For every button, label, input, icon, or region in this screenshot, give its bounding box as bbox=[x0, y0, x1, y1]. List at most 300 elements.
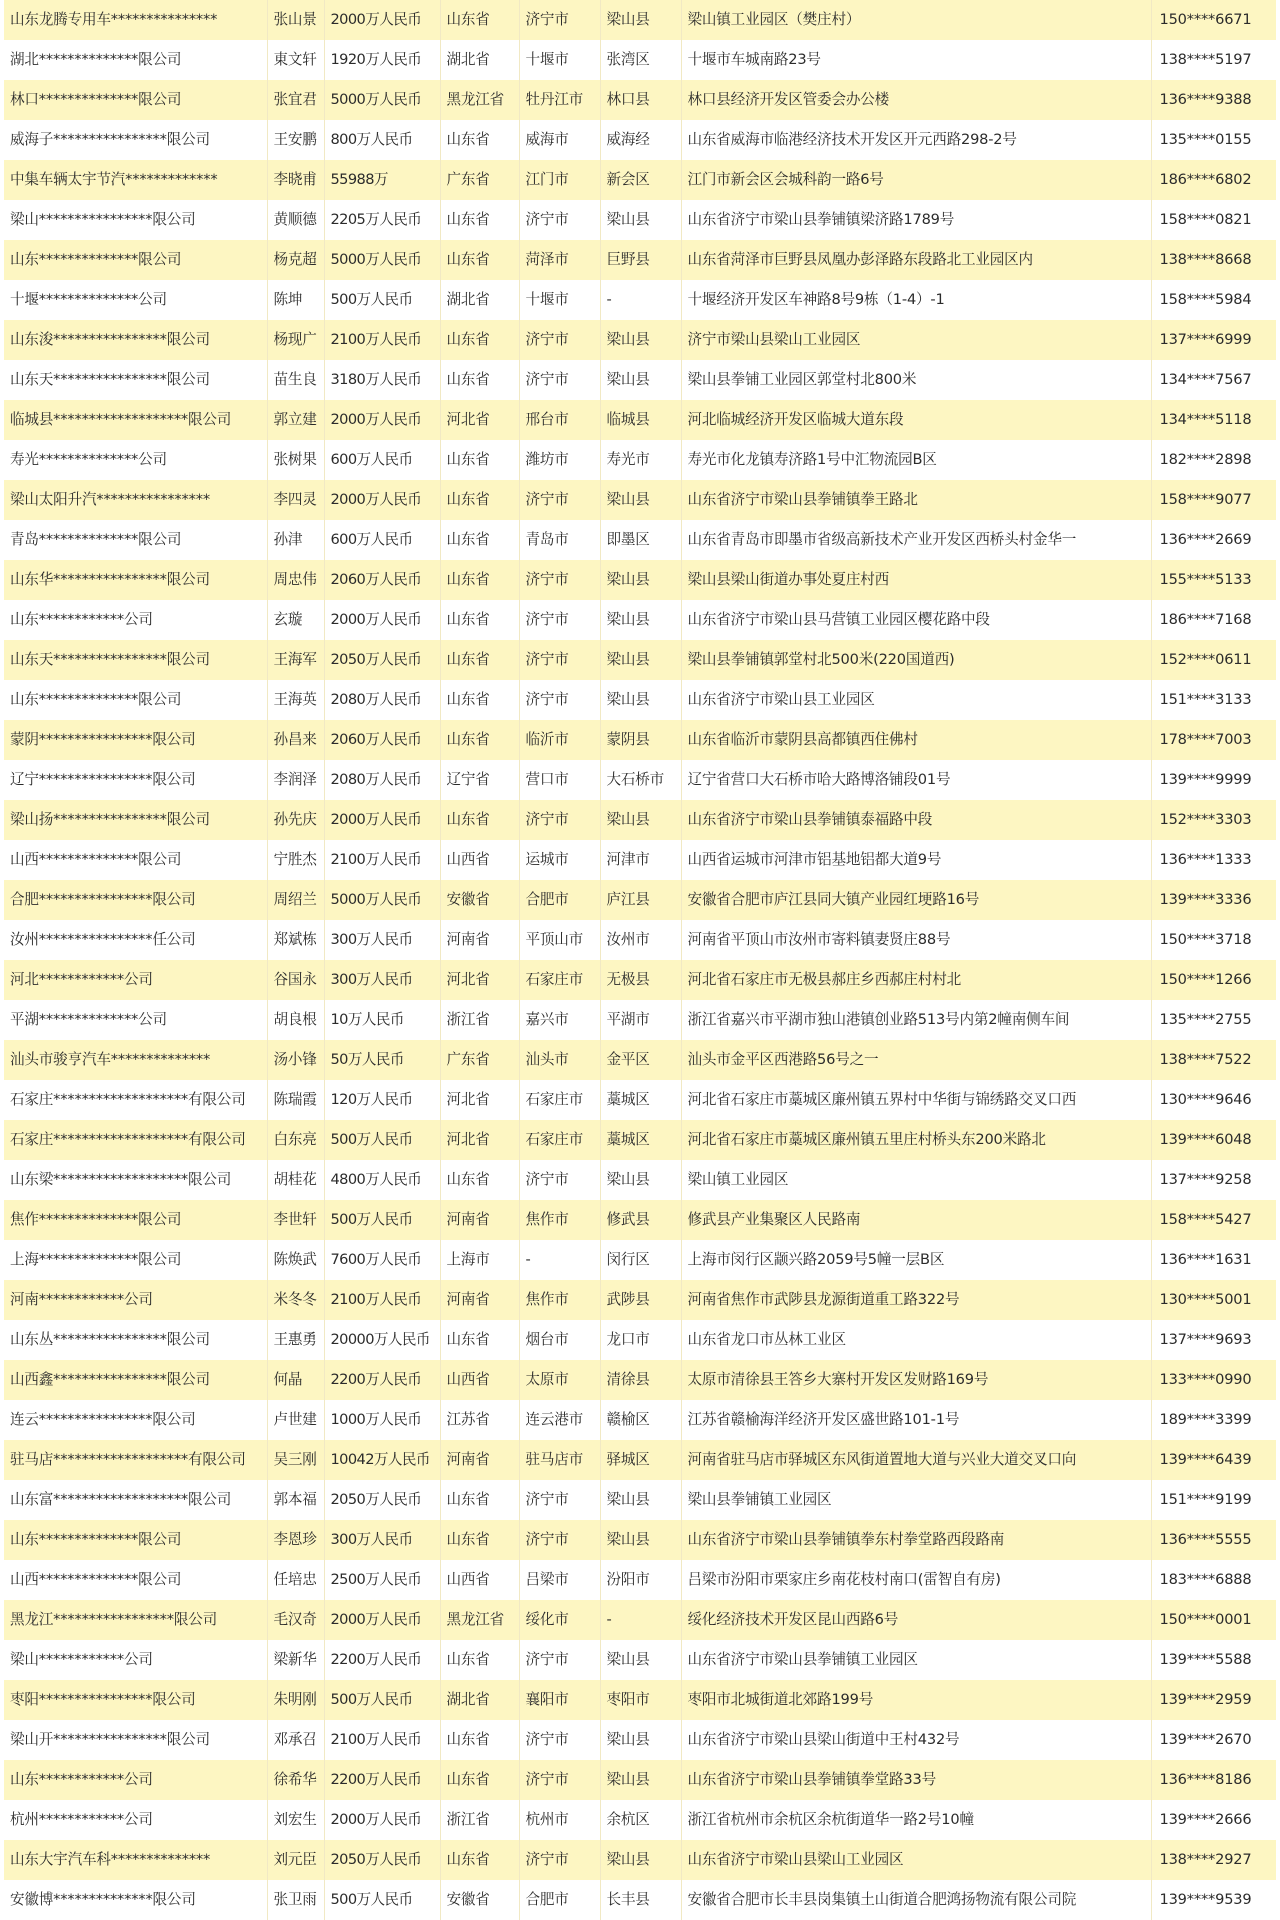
province-cell: 黑龙江省 bbox=[440, 80, 519, 120]
city-cell: 济宁市 bbox=[519, 320, 600, 360]
address-cell: 河南省驻马店市驿城区东风街道置地大道与兴业大道交叉口向 bbox=[681, 1440, 1151, 1480]
table-row bbox=[4, 1400, 1276, 1440]
registered-capital-cell: 500万人民币 bbox=[324, 1880, 440, 1920]
city-cell: 济宁市 bbox=[519, 640, 600, 680]
phone-cell: 158****5984 bbox=[1151, 280, 1276, 320]
table-row bbox=[4, 1640, 1276, 1680]
province-cell: 河南省 bbox=[440, 1440, 519, 1480]
city-cell: 菏泽市 bbox=[519, 240, 600, 280]
registered-capital-cell: 2100万人民币 bbox=[324, 1280, 440, 1320]
city-cell: 十堰市 bbox=[519, 280, 600, 320]
address-cell: 山东省青岛市即墨市省级高新技术产业开发区西桥头村金华一 bbox=[681, 520, 1151, 560]
company-name-cell: 山西鑫****************限公司 bbox=[4, 1360, 267, 1400]
district-cell: 临城县 bbox=[600, 400, 681, 440]
district-cell: 梁山县 bbox=[600, 360, 681, 400]
company-name-cell: 山东天****************限公司 bbox=[4, 640, 267, 680]
company-name-cell: 湖北**************限公司 bbox=[4, 40, 267, 80]
address-cell: 山东省济宁市梁山县拳铺镇梁济路1789号 bbox=[681, 200, 1151, 240]
registered-capital-cell: 2100万人民币 bbox=[324, 840, 440, 880]
address-cell: 安徽省合肥市庐江县同大镇产业园红埂路16号 bbox=[681, 880, 1151, 920]
district-cell: 梁山县 bbox=[600, 0, 681, 40]
table-row bbox=[4, 880, 1276, 920]
district-cell: 梁山县 bbox=[600, 320, 681, 360]
address-cell: 山东省临沂市蒙阴县高都镇西住佛村 bbox=[681, 720, 1151, 760]
district-cell: 梁山县 bbox=[600, 1520, 681, 1560]
phone-cell: 183****6888 bbox=[1151, 1560, 1276, 1600]
address-cell: 梁山镇工业园区（樊庄村） bbox=[681, 0, 1151, 40]
table-row bbox=[4, 1680, 1276, 1720]
legal-person-cell: 谷国永 bbox=[267, 960, 324, 1000]
table-row bbox=[4, 1080, 1276, 1120]
province-cell: 山西省 bbox=[440, 840, 519, 880]
registered-capital-cell: 2050万人民币 bbox=[324, 1840, 440, 1880]
phone-cell: 137****9693 bbox=[1151, 1320, 1276, 1360]
registered-capital-cell: 2000万人民币 bbox=[324, 1800, 440, 1840]
registered-capital-cell: 2100万人民币 bbox=[324, 1720, 440, 1760]
legal-person-cell: 杨克超 bbox=[267, 240, 324, 280]
province-cell: 山东省 bbox=[440, 1520, 519, 1560]
province-cell: 河北省 bbox=[440, 1120, 519, 1160]
district-cell: 梁山县 bbox=[600, 1720, 681, 1760]
city-cell: 济宁市 bbox=[519, 1160, 600, 1200]
company-name-cell: 驻马店*******************有限公司 bbox=[4, 1440, 267, 1480]
phone-cell: 139****6048 bbox=[1151, 1120, 1276, 1160]
phone-cell: 136****2669 bbox=[1151, 520, 1276, 560]
legal-person-cell: 汤小锋 bbox=[267, 1040, 324, 1080]
address-cell: 河北省石家庄市无极县郝庄乡西郝庄村村北 bbox=[681, 960, 1151, 1000]
legal-person-cell: 刘宏生 bbox=[267, 1800, 324, 1840]
table-row bbox=[4, 400, 1276, 440]
province-cell: 山东省 bbox=[440, 440, 519, 480]
province-cell: 河北省 bbox=[440, 960, 519, 1000]
province-cell: 河北省 bbox=[440, 400, 519, 440]
district-cell: 闵行区 bbox=[600, 1240, 681, 1280]
phone-cell: 151****9199 bbox=[1151, 1480, 1276, 1520]
province-cell: 黑龙江省 bbox=[440, 1600, 519, 1640]
phone-cell: 182****2898 bbox=[1151, 440, 1276, 480]
city-cell: 汕头市 bbox=[519, 1040, 600, 1080]
phone-cell: 151****3133 bbox=[1151, 680, 1276, 720]
province-cell: 浙江省 bbox=[440, 1800, 519, 1840]
phone-cell: 150****6671 bbox=[1151, 0, 1276, 40]
address-cell: 江门市新会区会城科韵一路6号 bbox=[681, 160, 1151, 200]
table-row bbox=[4, 640, 1276, 680]
city-cell: 驻马店市 bbox=[519, 1440, 600, 1480]
district-cell: 梁山县 bbox=[600, 1640, 681, 1680]
district-cell: 龙口市 bbox=[600, 1320, 681, 1360]
address-cell: 梁山县拳铺工业园区郭堂村北800米 bbox=[681, 360, 1151, 400]
registered-capital-cell: 2205万人民币 bbox=[324, 200, 440, 240]
address-cell: 林口县经济开发区管委会办公楼 bbox=[681, 80, 1151, 120]
province-cell: 山东省 bbox=[440, 1720, 519, 1760]
city-cell: 济宁市 bbox=[519, 200, 600, 240]
city-cell: 牡丹江市 bbox=[519, 80, 600, 120]
district-cell: - bbox=[600, 280, 681, 320]
registered-capital-cell: 300万人民币 bbox=[324, 920, 440, 960]
legal-person-cell: 卢世建 bbox=[267, 1400, 324, 1440]
registered-capital-cell: 500万人民币 bbox=[324, 1680, 440, 1720]
province-cell: 湖北省 bbox=[440, 1680, 519, 1720]
district-cell: 汝州市 bbox=[600, 920, 681, 960]
legal-person-cell: 黄顺德 bbox=[267, 200, 324, 240]
company-name-cell: 山东天****************限公司 bbox=[4, 360, 267, 400]
table-row bbox=[4, 280, 1276, 320]
phone-cell: 139****5588 bbox=[1151, 1640, 1276, 1680]
registered-capital-cell: 50万人民币 bbox=[324, 1040, 440, 1080]
table-row bbox=[4, 840, 1276, 880]
company-name-cell: 山东**************限公司 bbox=[4, 680, 267, 720]
phone-cell: 134****5118 bbox=[1151, 400, 1276, 440]
legal-person-cell: 张卫雨 bbox=[267, 1880, 324, 1920]
province-cell: 辽宁省 bbox=[440, 760, 519, 800]
table-row bbox=[4, 360, 1276, 400]
registered-capital-cell: 2000万人民币 bbox=[324, 1600, 440, 1640]
company-name-cell: 蒙阴****************限公司 bbox=[4, 720, 267, 760]
province-cell: 山东省 bbox=[440, 1480, 519, 1520]
province-cell: 山东省 bbox=[440, 0, 519, 40]
company-name-cell: 石家庄*******************有限公司 bbox=[4, 1080, 267, 1120]
legal-person-cell: 陈坤 bbox=[267, 280, 324, 320]
legal-person-cell: 李世轩 bbox=[267, 1200, 324, 1240]
legal-person-cell: 李恩珍 bbox=[267, 1520, 324, 1560]
table-row bbox=[4, 520, 1276, 560]
company-name-cell: 山西**************限公司 bbox=[4, 840, 267, 880]
phone-cell: 150****0001 bbox=[1151, 1600, 1276, 1640]
company-name-cell: 黑龙江*****************限公司 bbox=[4, 1600, 267, 1640]
table-row bbox=[4, 1280, 1276, 1320]
phone-cell: 130****5001 bbox=[1151, 1280, 1276, 1320]
district-cell: 张湾区 bbox=[600, 40, 681, 80]
legal-person-cell: 邓承召 bbox=[267, 1720, 324, 1760]
district-cell: 余杭区 bbox=[600, 1800, 681, 1840]
city-cell: 吕梁市 bbox=[519, 1560, 600, 1600]
company-name-cell: 连云****************限公司 bbox=[4, 1400, 267, 1440]
province-cell: 山东省 bbox=[440, 200, 519, 240]
province-cell: 山东省 bbox=[440, 480, 519, 520]
address-cell: 山东省威海市临港经济技术开发区开元西路298-2号 bbox=[681, 120, 1151, 160]
company-name-cell: 焦作**************限公司 bbox=[4, 1200, 267, 1240]
legal-person-cell: 王海军 bbox=[267, 640, 324, 680]
city-cell: 营口市 bbox=[519, 760, 600, 800]
table-row bbox=[4, 720, 1276, 760]
phone-cell: 135****0155 bbox=[1151, 120, 1276, 160]
phone-cell: 139****9539 bbox=[1151, 1880, 1276, 1920]
city-cell: 济宁市 bbox=[519, 1760, 600, 1800]
city-cell: 济宁市 bbox=[519, 1520, 600, 1560]
legal-person-cell: 何晶 bbox=[267, 1360, 324, 1400]
province-cell: 山东省 bbox=[440, 720, 519, 760]
city-cell: 运城市 bbox=[519, 840, 600, 880]
company-name-cell: 汕头市骏亨汽车************** bbox=[4, 1040, 267, 1080]
address-cell: 山东省济宁市梁山县马营镇工业园区樱花路中段 bbox=[681, 600, 1151, 640]
legal-person-cell: 张山景 bbox=[267, 0, 324, 40]
registered-capital-cell: 2000万人民币 bbox=[324, 400, 440, 440]
address-cell: 河南省平顶山市汝州市寄料镇妻贤庄88号 bbox=[681, 920, 1151, 960]
registered-capital-cell: 2050万人民币 bbox=[324, 1480, 440, 1520]
district-cell: 新会区 bbox=[600, 160, 681, 200]
province-cell: 安徽省 bbox=[440, 1880, 519, 1920]
company-name-cell: 寿光**************公司 bbox=[4, 440, 267, 480]
legal-person-cell: 王海英 bbox=[267, 680, 324, 720]
company-name-cell: 山东**************限公司 bbox=[4, 240, 267, 280]
address-cell: 梁山镇工业园区 bbox=[681, 1160, 1151, 1200]
district-cell: 藁城区 bbox=[600, 1080, 681, 1120]
table-row bbox=[4, 1160, 1276, 1200]
phone-cell: 186****6802 bbox=[1151, 160, 1276, 200]
table-row bbox=[4, 560, 1276, 600]
table-row bbox=[4, 440, 1276, 480]
phone-cell: 139****2670 bbox=[1151, 1720, 1276, 1760]
city-cell: 济宁市 bbox=[519, 600, 600, 640]
legal-person-cell: 周绍兰 bbox=[267, 880, 324, 920]
city-cell: 十堰市 bbox=[519, 40, 600, 80]
city-cell: 济宁市 bbox=[519, 800, 600, 840]
district-cell: 梁山县 bbox=[600, 800, 681, 840]
registered-capital-cell: 2000万人民币 bbox=[324, 600, 440, 640]
phone-cell: 136****8186 bbox=[1151, 1760, 1276, 1800]
city-cell: 绥化市 bbox=[519, 1600, 600, 1640]
registered-capital-cell: 7600万人民币 bbox=[324, 1240, 440, 1280]
registered-capital-cell: 2200万人民币 bbox=[324, 1760, 440, 1800]
registered-capital-cell: 300万人民币 bbox=[324, 960, 440, 1000]
address-cell: 江苏省赣榆海洋经济开发区盛世路101-1号 bbox=[681, 1400, 1151, 1440]
phone-cell: 158****5427 bbox=[1151, 1200, 1276, 1240]
district-cell: 梁山县 bbox=[600, 1840, 681, 1880]
registered-capital-cell: 500万人民币 bbox=[324, 1200, 440, 1240]
district-cell: 枣阳市 bbox=[600, 1680, 681, 1720]
company-name-cell: 杭州************公司 bbox=[4, 1800, 267, 1840]
province-cell: 河南省 bbox=[440, 1280, 519, 1320]
province-cell: 山东省 bbox=[440, 800, 519, 840]
province-cell: 山东省 bbox=[440, 1320, 519, 1360]
address-cell: 太原市清徐县王答乡大寨村开发区发财路169号 bbox=[681, 1360, 1151, 1400]
city-cell: 焦作市 bbox=[519, 1280, 600, 1320]
company-name-cell: 十堰**************公司 bbox=[4, 280, 267, 320]
district-cell: 藁城区 bbox=[600, 1120, 681, 1160]
legal-person-cell: 米冬冬 bbox=[267, 1280, 324, 1320]
province-cell: 山东省 bbox=[440, 520, 519, 560]
table-row bbox=[4, 1520, 1276, 1560]
city-cell: 太原市 bbox=[519, 1360, 600, 1400]
district-cell: 武陟县 bbox=[600, 1280, 681, 1320]
phone-cell: 135****2755 bbox=[1151, 1000, 1276, 1040]
phone-cell: 136****1631 bbox=[1151, 1240, 1276, 1280]
address-cell: 辽宁省营口大石桥市哈大路博洛铺段01号 bbox=[681, 760, 1151, 800]
district-cell: 梁山县 bbox=[600, 480, 681, 520]
registered-capital-cell: 600万人民币 bbox=[324, 440, 440, 480]
city-cell: 济宁市 bbox=[519, 680, 600, 720]
phone-cell: 136****5555 bbox=[1151, 1520, 1276, 1560]
legal-person-cell: 周忠伟 bbox=[267, 560, 324, 600]
table-row bbox=[4, 320, 1276, 360]
company-name-cell: 梁山****************限公司 bbox=[4, 200, 267, 240]
district-cell: 河津市 bbox=[600, 840, 681, 880]
company-name-cell: 枣阳****************限公司 bbox=[4, 1680, 267, 1720]
table-row bbox=[4, 200, 1276, 240]
district-cell: 威海经 bbox=[600, 120, 681, 160]
phone-cell: 158****0821 bbox=[1151, 200, 1276, 240]
registered-capital-cell: 1000万人民币 bbox=[324, 1400, 440, 1440]
city-cell: 威海市 bbox=[519, 120, 600, 160]
company-name-cell: 临城县*******************限公司 bbox=[4, 400, 267, 440]
city-cell: 济宁市 bbox=[519, 480, 600, 520]
city-cell: 石家庄市 bbox=[519, 960, 600, 1000]
company-table bbox=[4, 0, 1276, 1920]
city-cell: 邢台市 bbox=[519, 400, 600, 440]
phone-cell: 155****5133 bbox=[1151, 560, 1276, 600]
province-cell: 山东省 bbox=[440, 560, 519, 600]
table-row bbox=[4, 1440, 1276, 1480]
legal-person-cell: 张宜君 bbox=[267, 80, 324, 120]
phone-cell: 150****3718 bbox=[1151, 920, 1276, 960]
district-cell: 即墨区 bbox=[600, 520, 681, 560]
province-cell: 广东省 bbox=[440, 1040, 519, 1080]
province-cell: 山东省 bbox=[440, 1640, 519, 1680]
district-cell: 梁山县 bbox=[600, 680, 681, 720]
city-cell: 青岛市 bbox=[519, 520, 600, 560]
legal-person-cell: 刘元臣 bbox=[267, 1840, 324, 1880]
address-cell: 修武县产业集聚区人民路南 bbox=[681, 1200, 1151, 1240]
legal-person-cell: 孙昌来 bbox=[267, 720, 324, 760]
city-cell: 济宁市 bbox=[519, 360, 600, 400]
address-cell: 梁山县梁山街道办事处夏庄村西 bbox=[681, 560, 1151, 600]
district-cell: 梁山县 bbox=[600, 1160, 681, 1200]
phone-cell: 139****2959 bbox=[1151, 1680, 1276, 1720]
legal-person-cell: 毛汉奇 bbox=[267, 1600, 324, 1640]
city-cell: 焦作市 bbox=[519, 1200, 600, 1240]
address-cell: 山东省菏泽市巨野县凤凰办彭泽路东段路北工业园区内 bbox=[681, 240, 1151, 280]
table-row bbox=[4, 760, 1276, 800]
registered-capital-cell: 2080万人民币 bbox=[324, 680, 440, 720]
phone-cell: 150****1266 bbox=[1151, 960, 1276, 1000]
registered-capital-cell: 500万人民币 bbox=[324, 1120, 440, 1160]
legal-person-cell: 郑斌栋 bbox=[267, 920, 324, 960]
province-cell: 山东省 bbox=[440, 320, 519, 360]
table-row bbox=[4, 1600, 1276, 1640]
phone-cell: 136****9388 bbox=[1151, 80, 1276, 120]
address-cell: 汕头市金平区西港路56号之一 bbox=[681, 1040, 1151, 1080]
company-name-cell: 山东丛****************限公司 bbox=[4, 1320, 267, 1360]
company-name-cell: 梁山太阳升汽**************** bbox=[4, 480, 267, 520]
table-row bbox=[4, 0, 1276, 40]
legal-person-cell: 孙先庆 bbox=[267, 800, 324, 840]
district-cell: 梁山县 bbox=[600, 200, 681, 240]
table-row bbox=[4, 40, 1276, 80]
phone-cell: 139****9999 bbox=[1151, 760, 1276, 800]
phone-cell: 178****7003 bbox=[1151, 720, 1276, 760]
city-cell: 江门市 bbox=[519, 160, 600, 200]
city-cell: 济宁市 bbox=[519, 1640, 600, 1680]
legal-person-cell: 郭本福 bbox=[267, 1480, 324, 1520]
company-name-cell: 山东************公司 bbox=[4, 1760, 267, 1800]
legal-person-cell: 王惠勇 bbox=[267, 1320, 324, 1360]
table-row bbox=[4, 1200, 1276, 1240]
address-cell: 山东省济宁市梁山县梁山工业园区 bbox=[681, 1840, 1151, 1880]
registered-capital-cell: 5000万人民币 bbox=[324, 80, 440, 120]
company-name-cell: 梁山开****************限公司 bbox=[4, 1720, 267, 1760]
city-cell: - bbox=[519, 1240, 600, 1280]
province-cell: 河南省 bbox=[440, 920, 519, 960]
district-cell: 蒙阴县 bbox=[600, 720, 681, 760]
address-cell: 绥化经济技术开发区昆山西路6号 bbox=[681, 1600, 1151, 1640]
province-cell: 湖北省 bbox=[440, 40, 519, 80]
address-cell: 梁山县拳铺镇工业园区 bbox=[681, 1480, 1151, 1520]
phone-cell: 134****7567 bbox=[1151, 360, 1276, 400]
address-cell: 山东省龙口市丛林工业区 bbox=[681, 1320, 1151, 1360]
phone-cell: 138****7522 bbox=[1151, 1040, 1276, 1080]
district-cell: 平湖市 bbox=[600, 1000, 681, 1040]
city-cell: 连云港市 bbox=[519, 1400, 600, 1440]
company-name-cell: 上海**************限公司 bbox=[4, 1240, 267, 1280]
table-row bbox=[4, 1840, 1276, 1880]
company-name-cell: 山东**************限公司 bbox=[4, 1520, 267, 1560]
legal-person-cell: 孙津 bbox=[267, 520, 324, 560]
phone-cell: 138****8668 bbox=[1151, 240, 1276, 280]
district-cell: 大石桥市 bbox=[600, 760, 681, 800]
phone-cell: 136****1333 bbox=[1151, 840, 1276, 880]
company-name-cell: 青岛**************限公司 bbox=[4, 520, 267, 560]
registered-capital-cell: 2080万人民币 bbox=[324, 760, 440, 800]
address-cell: 浙江省杭州市余杭区余杭街道华一路2号10幢 bbox=[681, 1800, 1151, 1840]
address-cell: 河北临城经济开发区临城大道东段 bbox=[681, 400, 1151, 440]
company-name-cell: 山东浚****************限公司 bbox=[4, 320, 267, 360]
address-cell: 上海市闵行区颛兴路2059号5幢一层B区 bbox=[681, 1240, 1151, 1280]
city-cell: 济宁市 bbox=[519, 1840, 600, 1880]
address-cell: 山东省济宁市梁山县梁山街道中王村432号 bbox=[681, 1720, 1151, 1760]
address-cell: 济宁市梁山县梁山工业园区 bbox=[681, 320, 1151, 360]
company-name-cell: 山西**************限公司 bbox=[4, 1560, 267, 1600]
district-cell: 梁山县 bbox=[600, 1480, 681, 1520]
phone-cell: 139****6439 bbox=[1151, 1440, 1276, 1480]
district-cell: 梁山县 bbox=[600, 560, 681, 600]
city-cell: 石家庄市 bbox=[519, 1120, 600, 1160]
table-row bbox=[4, 240, 1276, 280]
company-name-cell: 辽宁****************限公司 bbox=[4, 760, 267, 800]
table-row bbox=[4, 1120, 1276, 1160]
registered-capital-cell: 500万人民币 bbox=[324, 280, 440, 320]
district-cell: 巨野县 bbox=[600, 240, 681, 280]
city-cell: 合肥市 bbox=[519, 880, 600, 920]
phone-cell: 137****6999 bbox=[1151, 320, 1276, 360]
legal-person-cell: 梁新华 bbox=[267, 1640, 324, 1680]
district-cell: 赣榆区 bbox=[600, 1400, 681, 1440]
address-cell: 十堰市车城南路23号 bbox=[681, 40, 1151, 80]
registered-capital-cell: 2200万人民币 bbox=[324, 1360, 440, 1400]
legal-person-cell: 玄璇 bbox=[267, 600, 324, 640]
table-row bbox=[4, 1880, 1276, 1920]
legal-person-cell: 李晓甫 bbox=[267, 160, 324, 200]
company-name-cell: 梁山************公司 bbox=[4, 1640, 267, 1680]
province-cell: 山西省 bbox=[440, 1560, 519, 1600]
legal-person-cell: 杨现广 bbox=[267, 320, 324, 360]
table-row bbox=[4, 1040, 1276, 1080]
phone-cell: 133****0990 bbox=[1151, 1360, 1276, 1400]
province-cell: 河南省 bbox=[440, 1200, 519, 1240]
district-cell: - bbox=[600, 1600, 681, 1640]
address-cell: 山东省济宁市梁山县拳铺镇工业园区 bbox=[681, 1640, 1151, 1680]
province-cell: 浙江省 bbox=[440, 1000, 519, 1040]
legal-person-cell: 张树果 bbox=[267, 440, 324, 480]
legal-person-cell: 郭立建 bbox=[267, 400, 324, 440]
phone-cell: 138****2927 bbox=[1151, 1840, 1276, 1880]
registered-capital-cell: 10万人民币 bbox=[324, 1000, 440, 1040]
legal-person-cell: 任培忠 bbox=[267, 1560, 324, 1600]
city-cell: 济宁市 bbox=[519, 1720, 600, 1760]
company-name-cell: 山东大宇汽车科************** bbox=[4, 1840, 267, 1880]
table-row bbox=[4, 920, 1276, 960]
legal-person-cell: 徐希华 bbox=[267, 1760, 324, 1800]
company-name-cell: 山东富*******************限公司 bbox=[4, 1480, 267, 1520]
